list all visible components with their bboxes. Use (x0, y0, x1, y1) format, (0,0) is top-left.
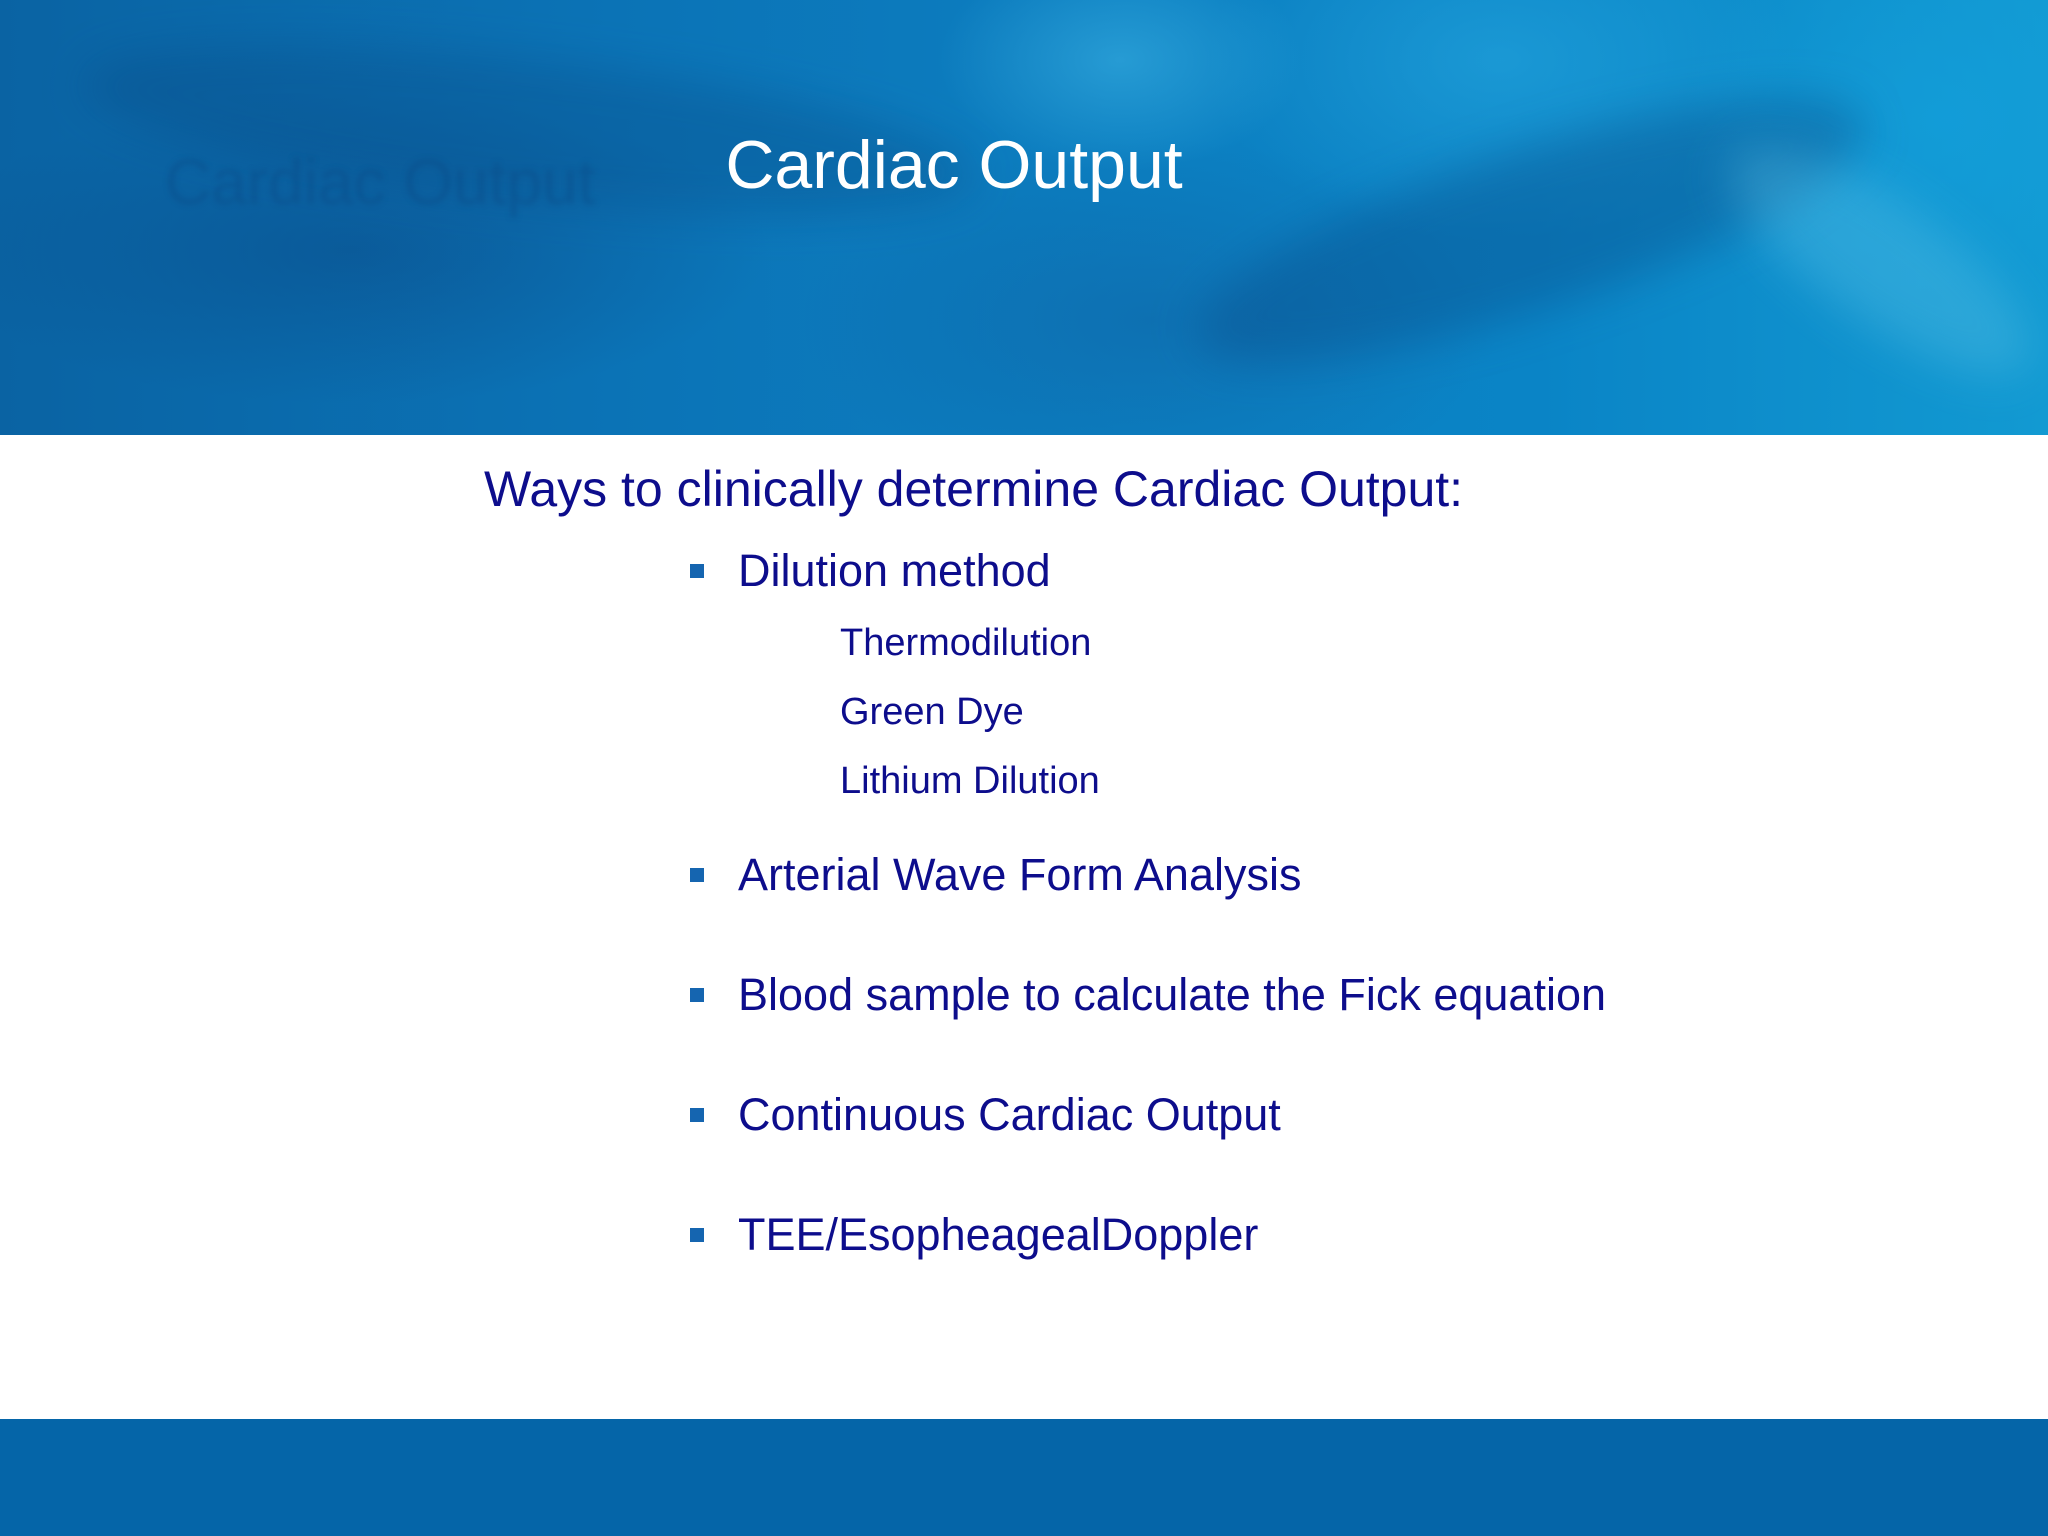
bullet-label: TEE/EsopheagealDoppler (738, 1209, 1259, 1260)
bullet-label: Dilution method (738, 545, 1051, 596)
bullet-item (690, 541, 1051, 601)
square-bullet-icon (690, 564, 704, 578)
sub-bullet-item: Thermodilution (840, 622, 1092, 664)
bullet-item (690, 1205, 1258, 1265)
sub-bullet-item: Green Dye (840, 691, 1024, 733)
square-bullet-icon (690, 988, 704, 1002)
bullet-item (690, 845, 1301, 905)
bullet-item (690, 965, 1606, 1025)
bullet-label: Continuous Cardiac Output (738, 1089, 1281, 1140)
bullet-label: Blood sample to calculate the Fick equation (738, 969, 1607, 1020)
bullet-label: Arterial Wave Form Analysis (738, 849, 1302, 900)
bullet-item (690, 1085, 1281, 1145)
slide-subtitle: Ways to clinically determine Cardiac Output: (484, 461, 1464, 517)
sub-bullet-item: Lithium Dilution (840, 760, 1100, 802)
header-banner (0, 0, 2048, 435)
header-ghost-title: Cardiac Output (165, 146, 596, 218)
square-bullet-icon (690, 1108, 704, 1122)
footer-band (0, 1419, 2048, 1536)
square-bullet-icon (690, 1228, 704, 1242)
square-bullet-icon (690, 868, 704, 882)
slide-title: Cardiac Output (725, 127, 1183, 203)
